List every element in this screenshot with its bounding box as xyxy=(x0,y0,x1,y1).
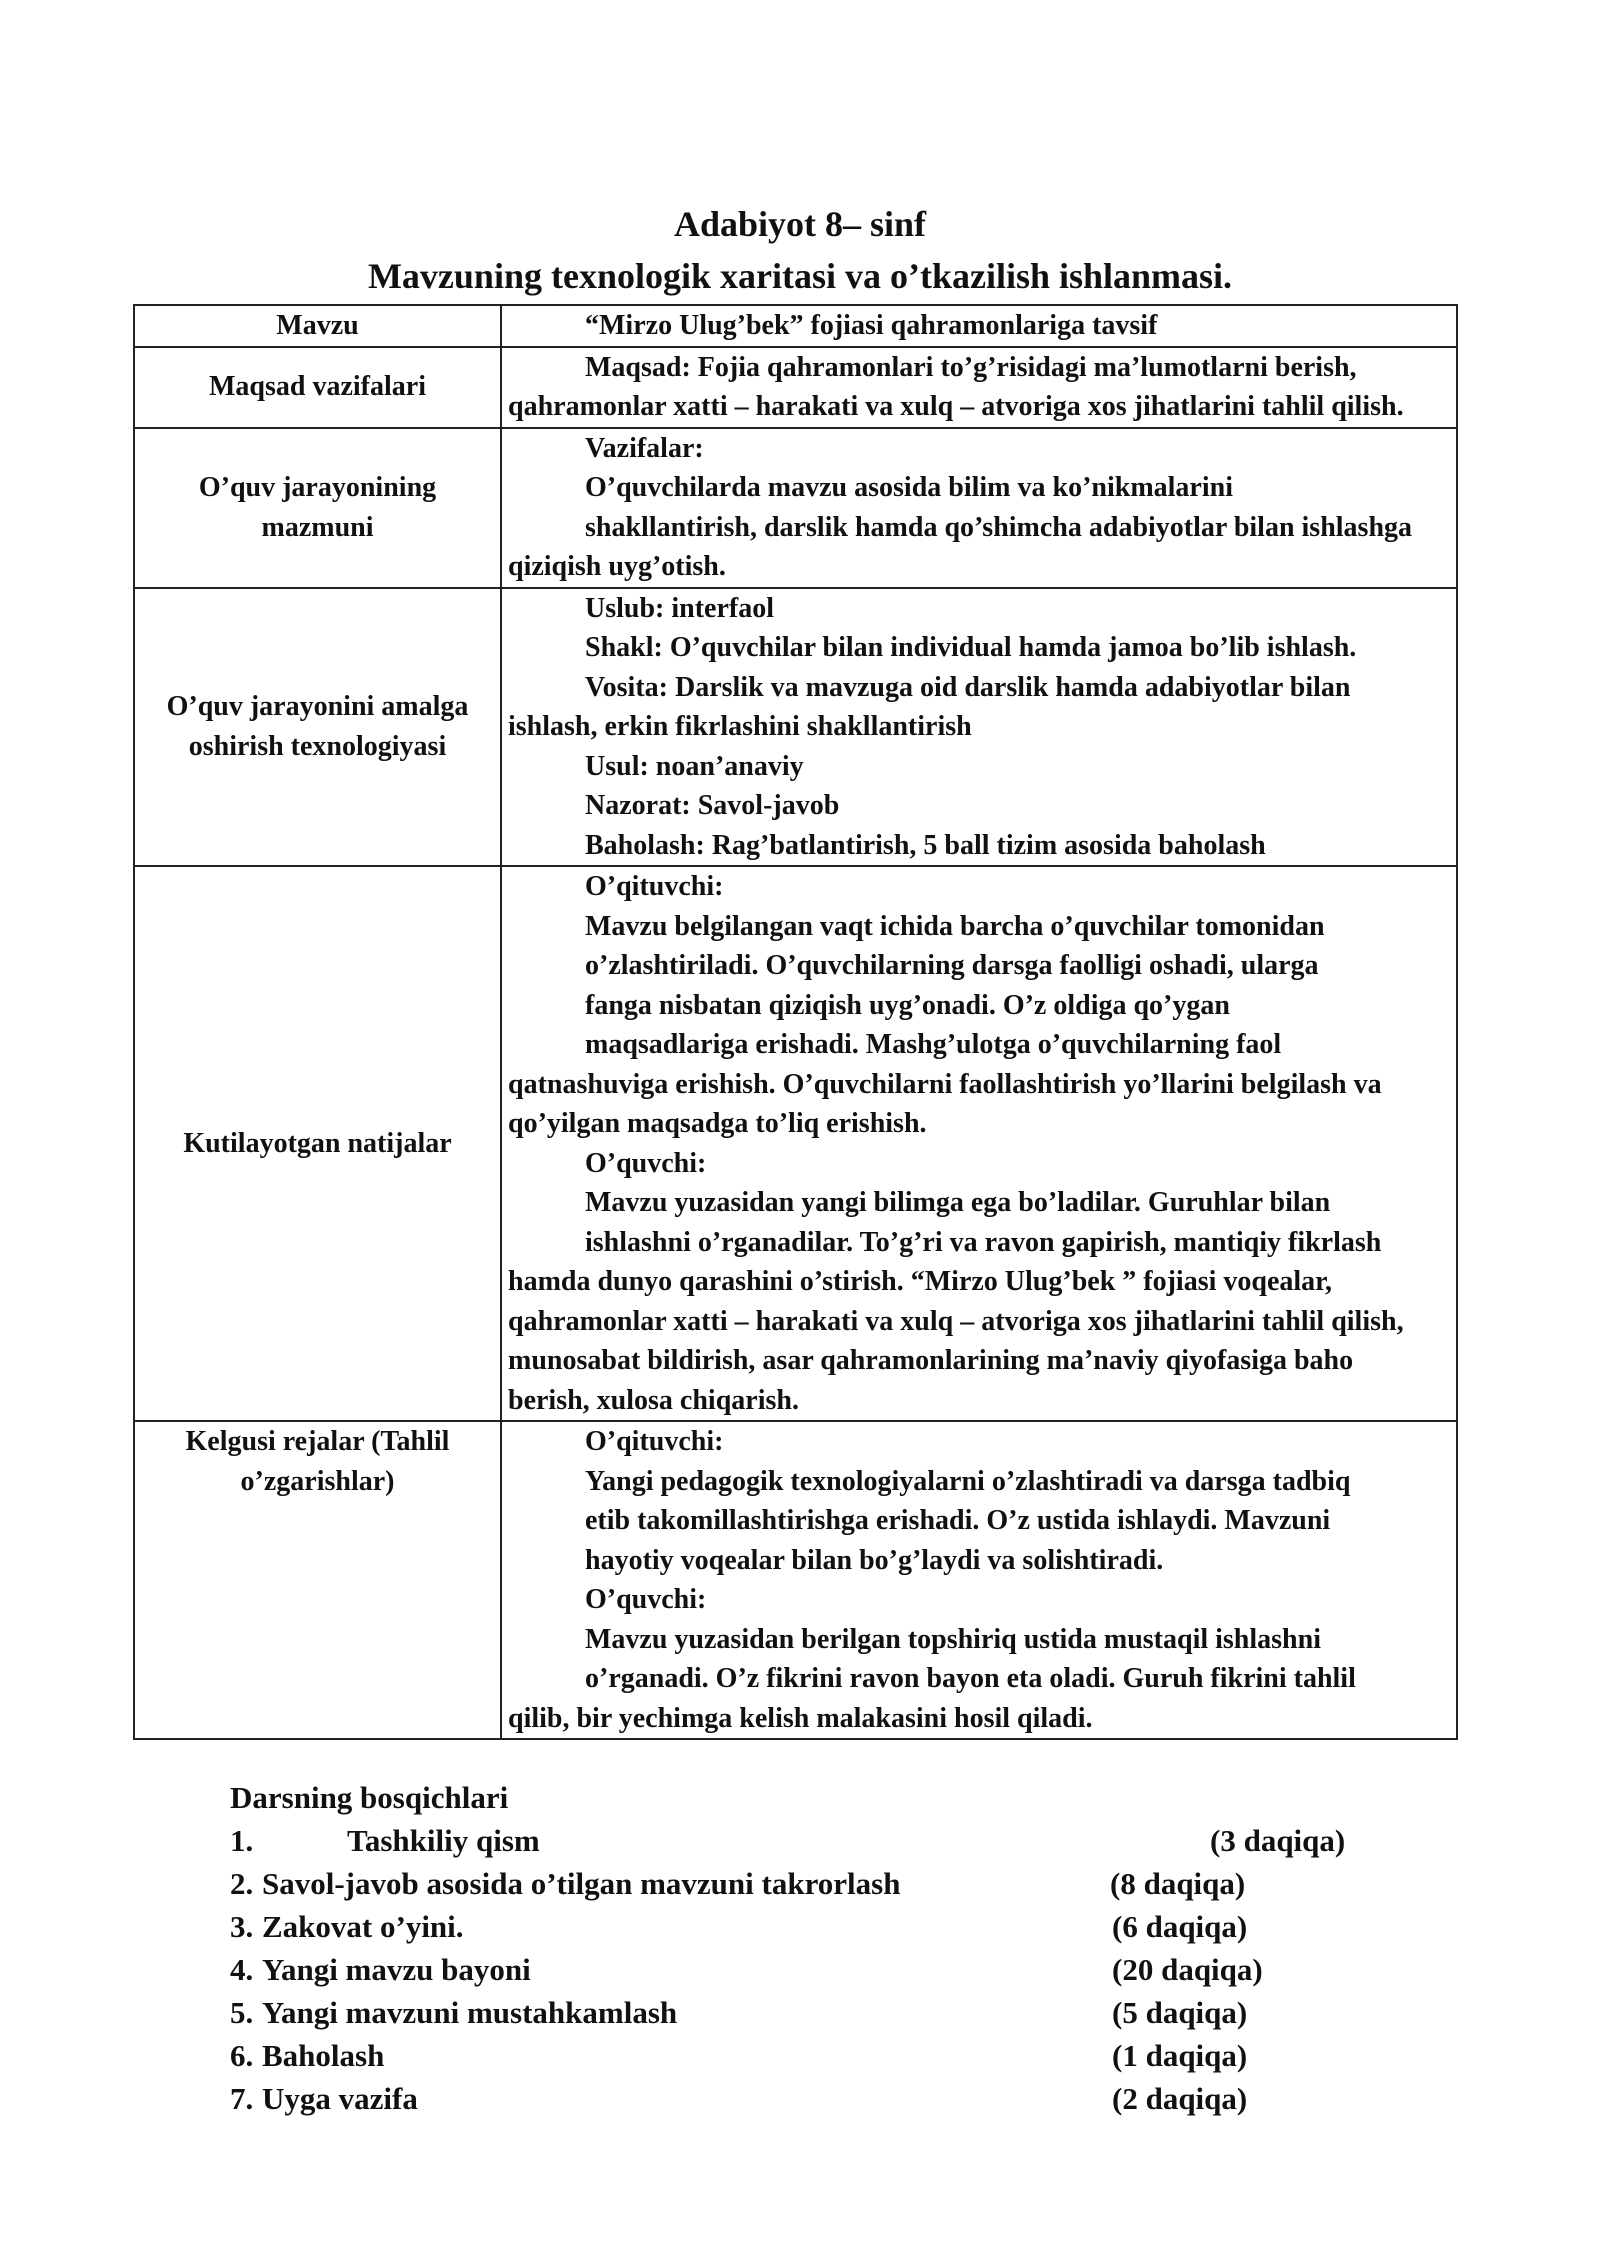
row-content xyxy=(501,347,1457,428)
content-line: fanga nisbatan qiziqish uyg’onadi. O’z oldiga qo’ygan xyxy=(585,989,1230,1021)
content-line: O’quvchi: xyxy=(585,1584,707,1615)
content-line: ishlash, erkin fikrlashini shakllantirish xyxy=(508,711,972,742)
content-line: munosabat bildirish, asar qahramonlarining ma’naviy qiyofasiga baho xyxy=(508,1345,1354,1376)
stage-number: 1. xyxy=(230,1823,254,1858)
row-content xyxy=(501,588,1457,867)
row-label: O’quv jarayonini amalga oshirish texnologiyasi xyxy=(134,588,501,867)
content-line: Nazorat: Savol-javob xyxy=(585,790,840,821)
stage-label: Zakovat o’yini. xyxy=(262,1909,464,1944)
row-content xyxy=(501,866,1457,1421)
content-line: qo’yilgan maqsadga to’liq erishish. xyxy=(508,1108,927,1139)
row-label: Mavzu xyxy=(134,305,501,347)
stage-duration: (1 daqiqa) xyxy=(1112,2038,1248,2073)
document-subtitle: Mavzuning texnologik xaritasi va o’tkazilish ishlanmasi. xyxy=(367,256,1233,296)
content-line: Maqsad: Fojia qahramonlari to’g’risidagi ma’lumotlarni berish, xyxy=(585,351,1357,383)
table-row xyxy=(134,1421,1457,1739)
stage-duration: (3 daqiqa) xyxy=(1210,1823,1346,1858)
content-line: Mavzu yuzasidan berilgan topshiriq ustida mustaqil ishlashni xyxy=(585,1623,1321,1655)
content-line: berish, xulosa chiqarish. xyxy=(508,1384,799,1416)
content-line: O’qituvchi: xyxy=(585,871,724,902)
stage-label: Uyga vazifa xyxy=(262,2081,418,2116)
content-line: hamda dunyo qarashini o’stirish. “Mirzo Ulug’bek ” fojiasi voqealar, xyxy=(508,1266,1333,1297)
stage-number: 7. xyxy=(230,2081,254,2116)
stage-duration: (5 daqiqa) xyxy=(1112,1995,1248,2030)
row-content xyxy=(501,1421,1457,1739)
table-row xyxy=(134,588,1457,867)
table-row xyxy=(134,428,1457,588)
content-line: ishlashni o’rganadilar. To’g’ri va ravon gapirish, mantiqiy fikrlash xyxy=(585,1226,1382,1258)
row-content xyxy=(501,305,1457,347)
stage-item xyxy=(230,1948,1430,1991)
stage-number: 4. xyxy=(230,1952,254,1987)
stage-duration: (2 daqiqa) xyxy=(1112,2081,1248,2116)
content-line: o’rganadi. O’z fikrini ravon bayon eta oladi. Guruh fikrini tahlil xyxy=(585,1663,1356,1694)
stage-item xyxy=(230,2077,1430,2120)
stage-label: Savol-javob asosida o’tilgan mavzuni takrorlash xyxy=(262,1866,901,1901)
row-label: O’quv jarayonining mazmuni xyxy=(134,428,501,588)
stage-item xyxy=(230,1819,1430,1862)
stage-number: 2. xyxy=(230,1866,254,1901)
table-row xyxy=(134,347,1457,428)
row-label: Kutilayotgan natijalar xyxy=(134,866,501,1421)
stages-heading: Darsning bosqichlari xyxy=(230,1780,509,1815)
content-line: hayotiy voqealar bilan bo’g’laydi va solishtiradi. xyxy=(585,1544,1164,1576)
content-line: maqsadlariga erishadi. Mashg’ulotga o’quvchilarning faol xyxy=(585,1029,1282,1060)
stage-label: Tashkiliy qism xyxy=(347,1823,540,1858)
content-line: O’quvchi: xyxy=(585,1147,707,1179)
document-title: Adabiyot 8– sinf xyxy=(673,204,927,244)
content-line: O’quvchilarda mavzu asosida bilim va ko’nikmalarini xyxy=(585,472,1233,503)
content-line: Mavzu yuzasidan yangi bilimga ega bo’ladilar. Guruhlar bilan xyxy=(585,1187,1331,1218)
content-line: o’zlashtiriladi. O’quvchilarning darsga faolligi oshadi, ularga xyxy=(585,950,1319,981)
stage-number: 6. xyxy=(230,2038,254,2073)
stage-item xyxy=(230,1862,1430,1905)
content-line: qahramonlar xatti – harakati va xulq – atvoriga xos jihatlarini tahlil qilish, xyxy=(508,1305,1404,1337)
stage-number: 5. xyxy=(230,1995,254,2030)
lesson-stages xyxy=(230,1776,1430,2120)
stage-duration: (20 daqiqa) xyxy=(1112,1952,1263,1987)
content-line: qilib, bir yechimga kelish malakasini hosil qiladi. xyxy=(508,1702,1093,1734)
row-label: Kelgusi rejalar (Tahlil o’zgarishlar) xyxy=(134,1421,501,1739)
stage-duration: (8 daqiqa) xyxy=(1110,1866,1246,1901)
content-line: Uslub: interfaol xyxy=(585,592,774,624)
row-label: Maqsad vazifalari xyxy=(134,347,501,428)
lesson-map-table xyxy=(133,304,1458,1740)
content-line: Shakl: O’quvchilar bilan individual hamda jamoa bo’lib ishlash. xyxy=(585,632,1357,663)
content-line: O’qituvchi: xyxy=(585,1426,724,1457)
content-line: qahramonlar xatti – harakati va xulq – atvoriga xos jihatlarini tahlil qilish. xyxy=(508,391,1404,422)
content-line: qiziqish uyg’otish. xyxy=(508,551,726,582)
content-line: qatnashuviga erishish. O’quvchilarni faollashtirish yo’llarini belgilash va xyxy=(508,1068,1382,1100)
stage-label: Baholash xyxy=(262,2038,385,2073)
content-line: shakllantirish, darslik hamda qo’shimcha adabiyotlar bilan ishlashga xyxy=(585,511,1413,543)
table-row xyxy=(134,866,1457,1421)
table-row xyxy=(134,305,1457,347)
content-line: Mavzu belgilangan vaqt ichida barcha o’quvchilar tomonidan xyxy=(585,910,1325,942)
stage-item xyxy=(230,2034,1430,2077)
stage-item xyxy=(230,1991,1430,2034)
content-line: “Mirzo Ulug’bek” fojiasi qahramonlariga tavsif xyxy=(585,310,1158,341)
content-line: Vazifalar: xyxy=(585,432,704,464)
stages-list xyxy=(230,1819,1430,2120)
content-line: Baholash: Rag’batlantirish, 5 ball tizim asosida baholash xyxy=(585,829,1266,861)
stage-duration: (6 daqiqa) xyxy=(1112,1909,1248,1944)
content-line: Yangi pedagogik texnologiyalarni o’zlashtiradi va darsga tadbiq xyxy=(585,1465,1351,1497)
stage-item xyxy=(230,1905,1430,1948)
content-line: Usul: noan’anaviy xyxy=(585,750,804,782)
content-line: Vosita: Darslik va mavzuga oid darslik hamda adabiyotlar bilan xyxy=(585,671,1351,703)
stage-label: Yangi mavzu bayoni xyxy=(262,1952,531,1987)
row-content xyxy=(501,428,1457,588)
content-line: etib takomillashtirishga erishadi. O’z ustida ishlaydi. Mavzuni xyxy=(585,1505,1331,1536)
stage-label: Yangi mavzuni mustahkamlash xyxy=(262,1995,678,2030)
stage-number: 3. xyxy=(230,1909,254,1944)
